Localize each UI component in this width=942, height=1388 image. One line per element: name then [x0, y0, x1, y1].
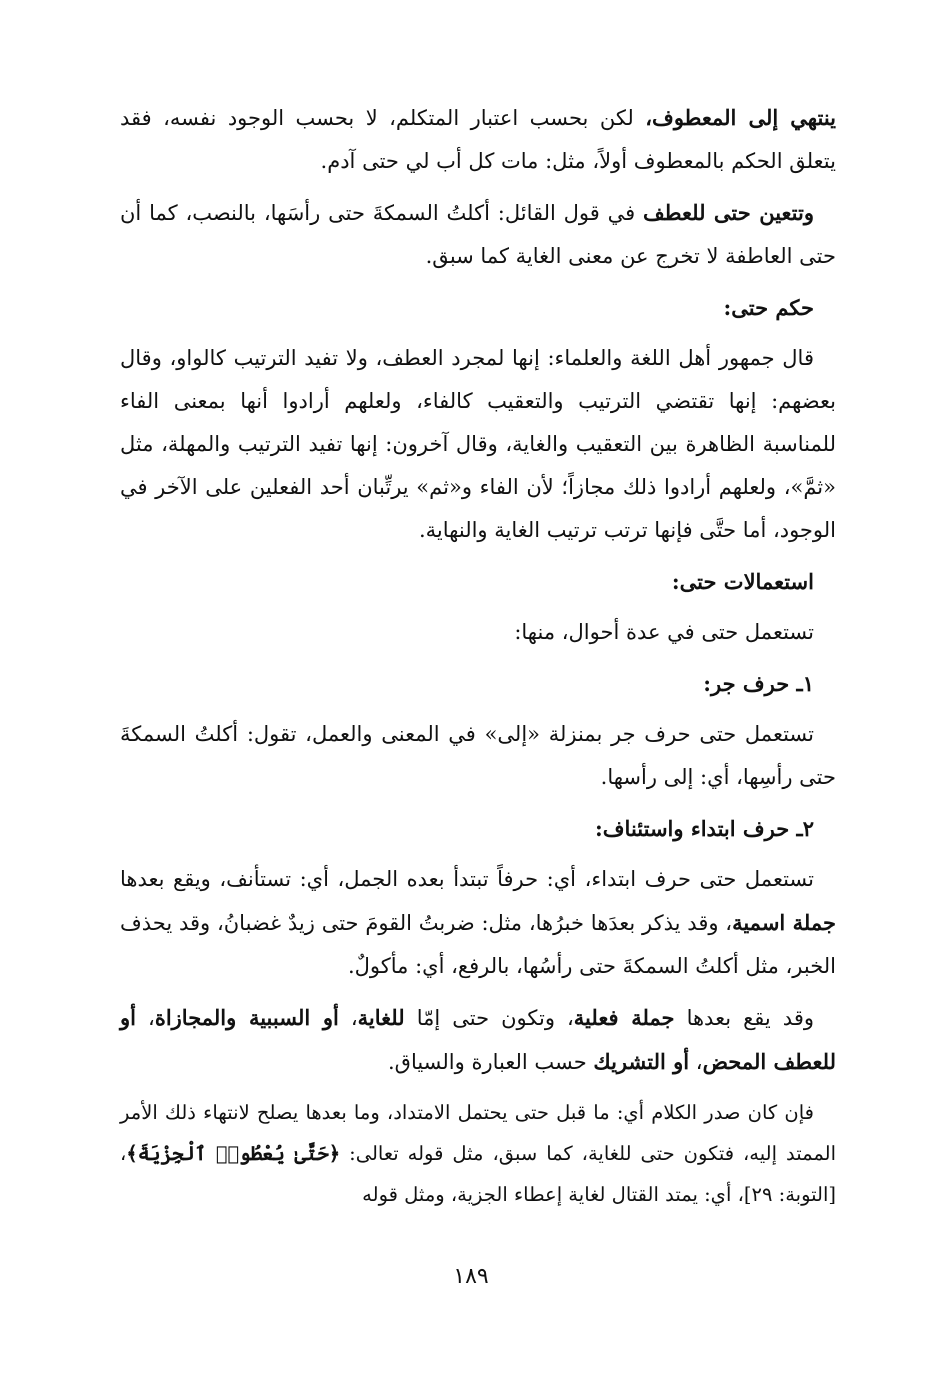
paragraph-7-bold-1: جملة فعلية — [573, 1005, 675, 1030]
heading-hukm-hatta: حكم حتى: — [723, 295, 814, 320]
paragraph-7 — [120, 996, 836, 1084]
paragraph-1 — [120, 96, 836, 183]
heading-harf-jar: ١ـ حرف جر: — [703, 671, 814, 696]
page-body — [120, 96, 836, 1223]
paragraph-2 — [120, 191, 836, 278]
paragraph-1-text: لكن بحسب اعتبار المتكلم، لا بحسب الوجود نفسه، فقد يتعلق الحكم بالمعطوف أولاً، مثل: مات كل أب لي حتى آدم. — [120, 106, 836, 173]
heading-istimalat: استعمالات حتى: — [671, 569, 814, 594]
paragraph-7-bold-2: للغاية — [357, 1005, 405, 1030]
paragraph-7-bold-4: أو للعطف المحض — [120, 1005, 836, 1074]
paragraph-7-bold-3: أو السببية والمجازاة — [154, 1005, 339, 1030]
paragraph-8-text-2: ، [التوبة: ٢٩]، أي: يمتد القتال لغاية إعطاء الجزية، ومثل قوله — [120, 1142, 836, 1206]
paragraph-7-text-5: ، — [689, 1050, 703, 1074]
paragraph-3: قال جمهور أهل اللغة والعلماء: إنها لمجرد العطف، ولا تفيد الترتيب كالواو، وقال بعضهم: إنها تقتضي الترتيب والتعقيب كالفاء، ولعلهم أرادوا أنها بمعنى الفاء للمناسبة الظاهرة بين التعقيب والغاية، وقال آخرون: إنها تفيد الترتيب والمهلة، مثل «ثمَّ»، ولعلهم أرادوا ذلك مجازاً؛ لأن الفاء و«ثم» يرتِّبان أحد الفعلين على الآخر في الوجود، أما حتَّى فإنها ترتب ترتيب الغاية والنهاية. — [120, 346, 836, 542]
paragraph-6-text-1: تستعمل حتى حرف ابتداء، أي: حرفاً تبتدأ بعده الجمل، أي: تستأنف، ويقع بعدها — [120, 867, 814, 891]
heading-harf-ibtida: ٢ـ حرف ابتداء واستئناف: — [595, 816, 814, 841]
paragraph-7-text-3: ، — [338, 1006, 358, 1030]
paragraph-8 — [120, 1092, 836, 1215]
paragraph-1-bold: ينتهي إلى المعطوف، — [645, 105, 836, 130]
paragraph-7-text-2: ، وتكون حتى إمّا — [404, 1006, 574, 1030]
paragraph-8-text-1: فإن كان صدر الكلام أي: ما قبل حتى يحتمل الامتداد، وما بعدها يصلح لانتهاء ذلك الأمر الممتد إليه، فتكون حتى للغاية، كما سبق، مثل قوله تعالى: — [120, 1101, 836, 1165]
paragraph-7-text-1: وقد يقع بعدها — [674, 1006, 814, 1030]
paragraph-6 — [120, 858, 836, 988]
paragraph-2-text: في قول القائل: أكلتُ السمكةَ حتى رأسَها، بالنصب، كما أن حتى العاطفة لا تخرج عن معنى الغاية كما سبق. — [120, 201, 836, 268]
paragraph-7-bold-5: أو التشريك — [593, 1049, 690, 1074]
paragraph-6-text-2: ، وقد يذكر بعدَها خبرُها، مثل: ضربتُ القومَ حتى زيدٌ غضبانُ، وقد يحذف الخبر، مثل أكلتُ السمكةَ حتى رأسُها، بالرفع، أي: مأكولٌ. — [120, 911, 836, 978]
paragraph-7-text-4: ، — [135, 1006, 155, 1030]
paragraph-4: تستعمل حتى في عدة أحوال، منها: — [514, 620, 814, 644]
paragraph-2-bold: وتتعين حتى للعطف — [643, 200, 814, 225]
paragraph-5: تستعمل حتى حرف جر بمنزلة «إلى» في المعنى والعمل، تقول: أكلتُ السمكةَ حتى رأسِها، أي: إلى رأسها. — [120, 722, 836, 789]
paragraph-7-text-6: حسب العبارة والسياق. — [387, 1050, 594, 1074]
paragraph-6-bold: جملة اسمية — [732, 910, 837, 935]
page-number: ١٨٩ — [453, 1264, 489, 1289]
quran-quote: ﴿حَتَّىٰ يُعْطُوا۟ ٱلْجِزْيَةَ﴾ — [126, 1142, 341, 1165]
